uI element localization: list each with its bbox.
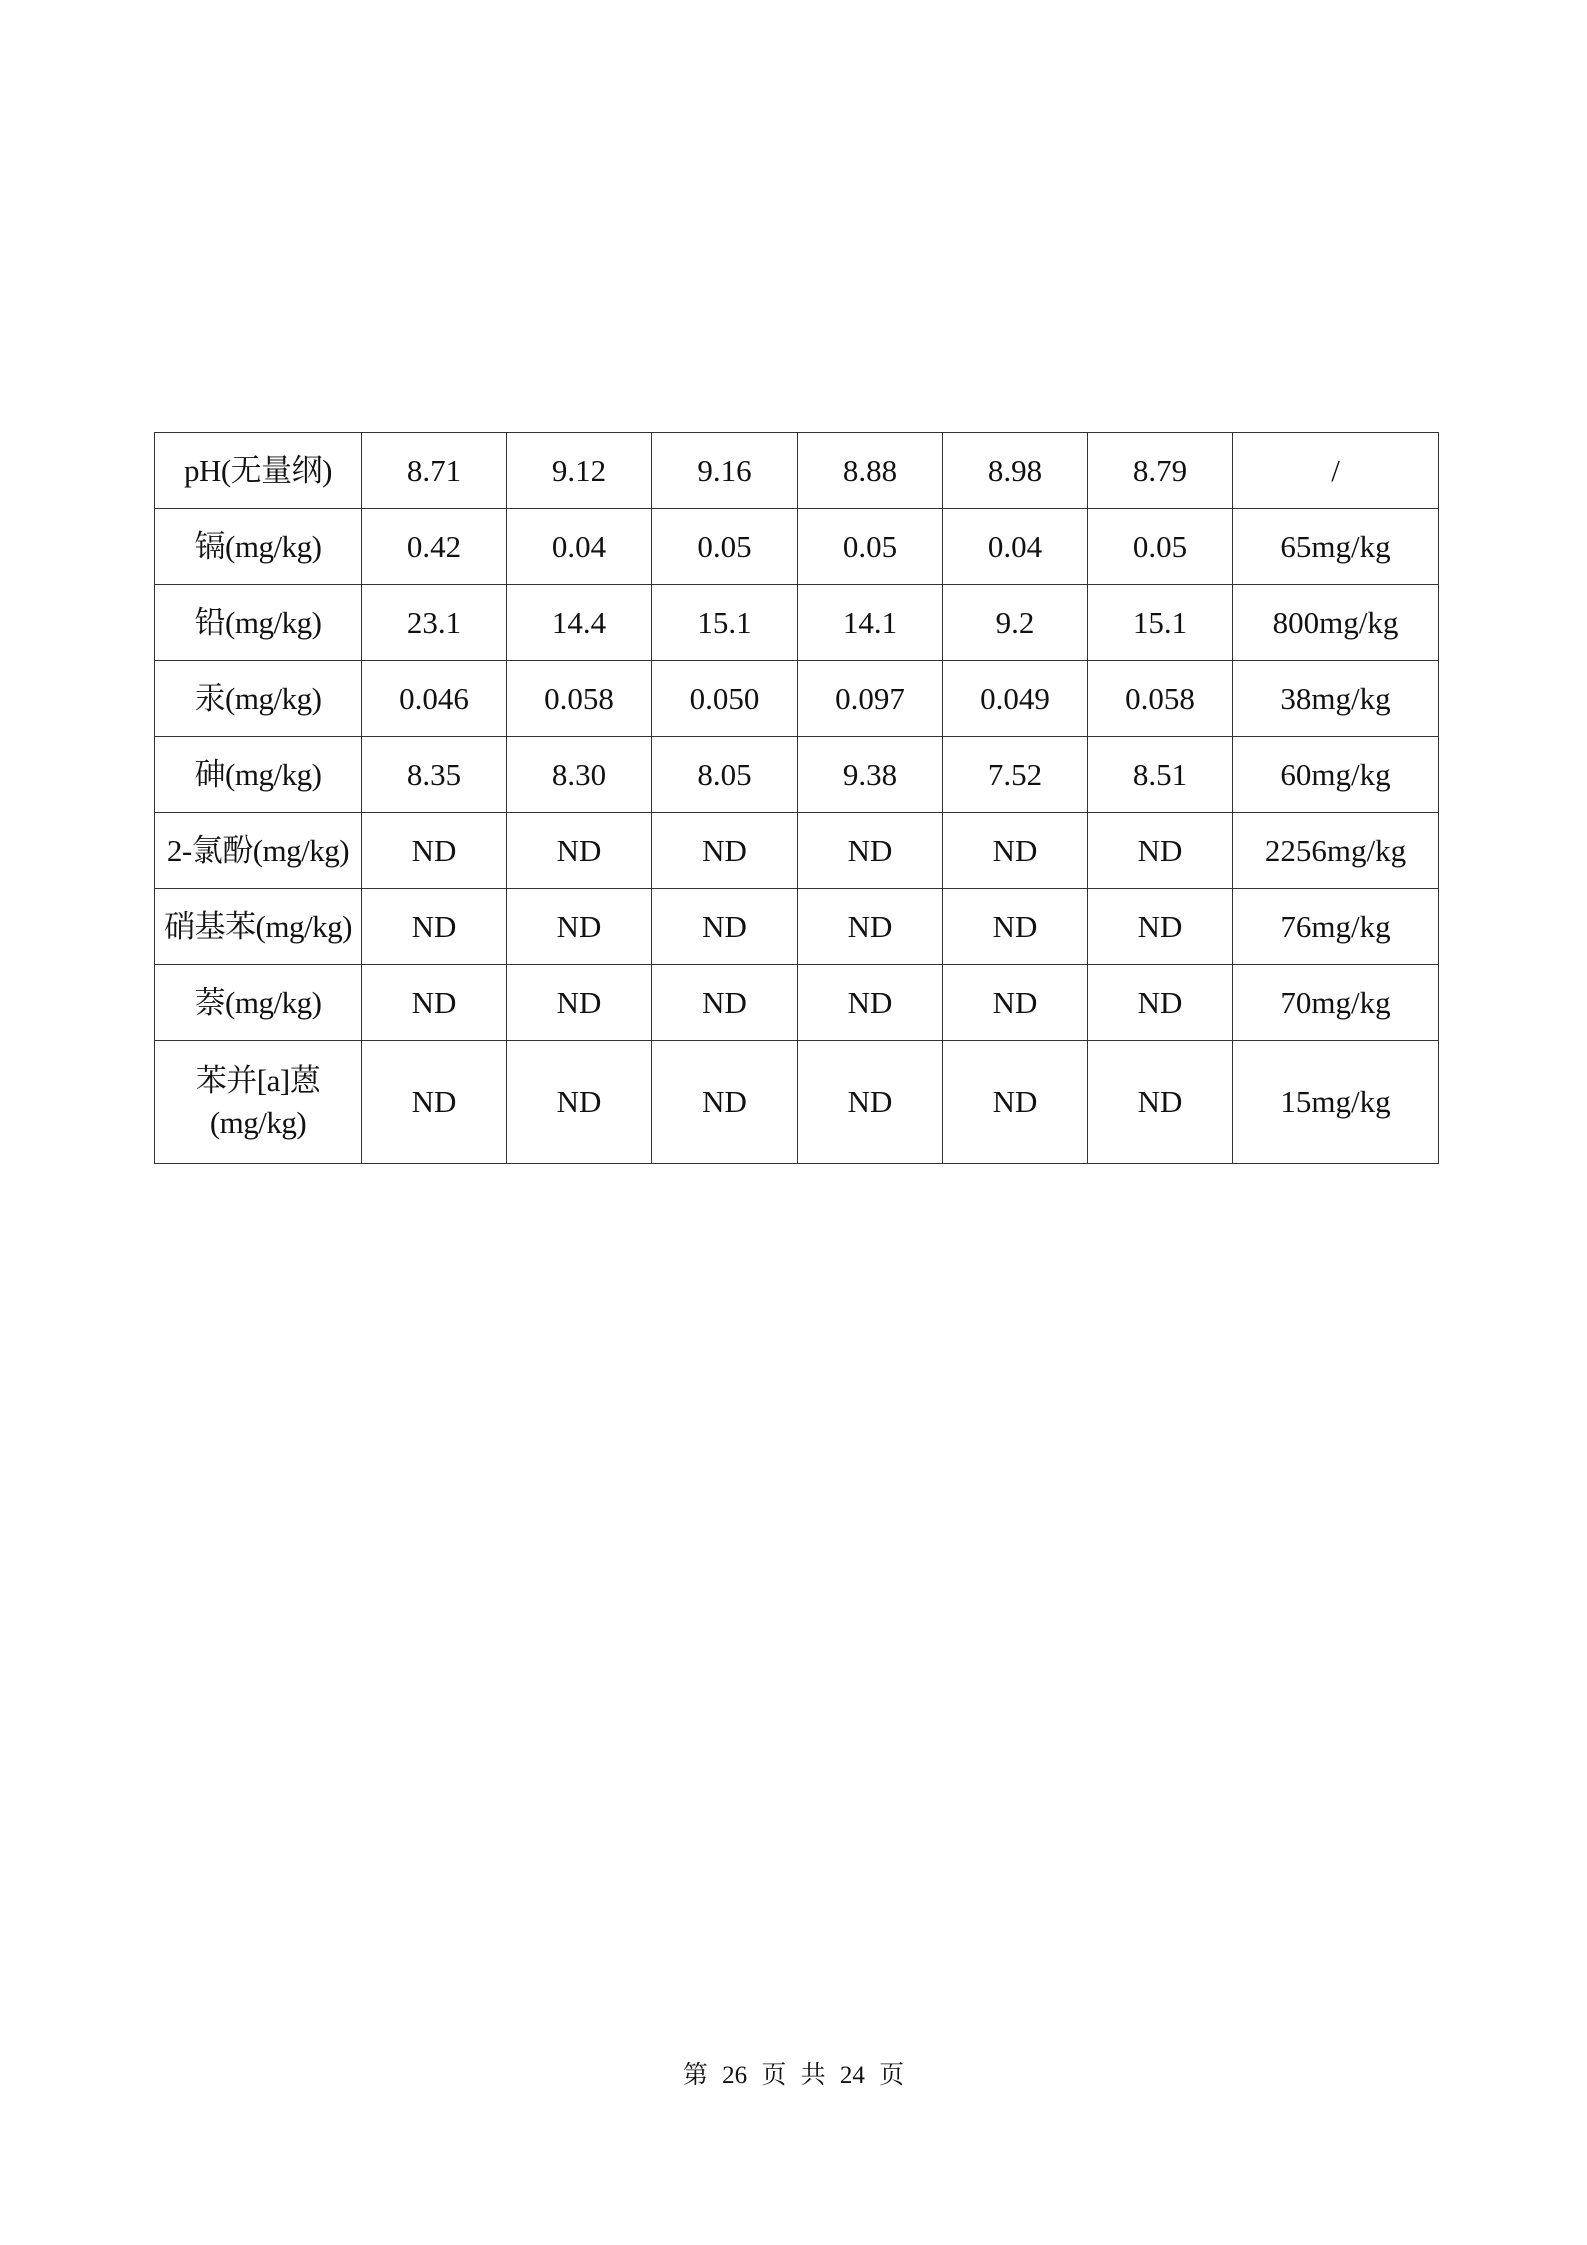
standard-cell: 38mg/kg (1233, 661, 1439, 737)
value-cell: 0.058 (507, 661, 652, 737)
value-cell: ND (798, 813, 943, 889)
value-cell: 9.12 (507, 433, 652, 509)
table-row-nitrobenzene (155, 889, 1439, 965)
standard-cell: 800mg/kg (1233, 585, 1439, 661)
parameter-cell: 硝基苯(mg/kg) (155, 889, 362, 965)
value-cell: ND (362, 1041, 507, 1164)
value-cell: ND (507, 965, 652, 1041)
value-cell: ND (362, 813, 507, 889)
value-cell: ND (943, 813, 1088, 889)
value-cell: 9.2 (943, 585, 1088, 661)
value-cell: 0.05 (798, 509, 943, 585)
value-cell: 9.16 (652, 433, 798, 509)
value-cell: 8.79 (1088, 433, 1233, 509)
value-cell: ND (507, 1041, 652, 1164)
standard-cell: 65mg/kg (1233, 509, 1439, 585)
value-cell: 8.35 (362, 737, 507, 813)
page-number: 第 26 页 共 24 页 (682, 2062, 905, 2089)
value-cell: ND (943, 889, 1088, 965)
value-cell: ND (652, 965, 798, 1041)
standard-cell: 70mg/kg (1233, 965, 1439, 1041)
parameter-cell: 铅(mg/kg) (155, 585, 362, 661)
value-cell: 0.04 (507, 509, 652, 585)
value-cell: 0.050 (652, 661, 798, 737)
value-cell: 0.097 (798, 661, 943, 737)
value-cell: 14.4 (507, 585, 652, 661)
table-row-naphthalene (155, 965, 1439, 1041)
standard-cell: 2256mg/kg (1233, 813, 1439, 889)
value-cell: 9.38 (798, 737, 943, 813)
value-cell: ND (1088, 1041, 1233, 1164)
value-cell: ND (1088, 889, 1233, 965)
value-cell: 0.046 (362, 661, 507, 737)
value-cell: ND (362, 965, 507, 1041)
parameter-cell: 萘(mg/kg) (155, 965, 362, 1041)
value-cell: 8.51 (1088, 737, 1233, 813)
value-cell: 0.42 (362, 509, 507, 585)
standard-cell: 60mg/kg (1233, 737, 1439, 813)
value-cell: 0.05 (652, 509, 798, 585)
value-cell: 8.05 (652, 737, 798, 813)
table-row-2-chlorophenol (155, 813, 1439, 889)
value-cell: 0.049 (943, 661, 1088, 737)
parameter-cell: 砷(mg/kg) (155, 737, 362, 813)
parameter-cell: 镉(mg/kg) (155, 509, 362, 585)
value-cell: ND (1088, 813, 1233, 889)
parameter-cell (155, 1041, 362, 1164)
value-cell: ND (652, 813, 798, 889)
value-cell: ND (943, 965, 1088, 1041)
value-cell: 8.88 (798, 433, 943, 509)
value-cell: ND (798, 965, 943, 1041)
standard-cell: / (1233, 433, 1439, 509)
value-cell: ND (652, 889, 798, 965)
results-table (154, 432, 1439, 1164)
table-row-benz-a-anthracene (155, 1041, 1439, 1164)
value-cell: ND (798, 889, 943, 965)
standard-cell: 15mg/kg (1233, 1041, 1439, 1164)
value-cell: ND (798, 1041, 943, 1164)
value-cell: ND (362, 889, 507, 965)
value-cell: ND (1088, 965, 1233, 1041)
value-cell: 0.04 (943, 509, 1088, 585)
value-cell: 8.30 (507, 737, 652, 813)
parameter-cell: 汞(mg/kg) (155, 661, 362, 737)
value-cell: 0.05 (1088, 509, 1233, 585)
value-cell: 23.1 (362, 585, 507, 661)
table-row-lead (155, 585, 1439, 661)
standard-cell: 76mg/kg (1233, 889, 1439, 965)
value-cell: 15.1 (1088, 585, 1233, 661)
value-cell: ND (507, 813, 652, 889)
value-cell: 8.71 (362, 433, 507, 509)
value-cell: ND (507, 889, 652, 965)
table-row-arsenic (155, 737, 1439, 813)
value-cell: 8.98 (943, 433, 1088, 509)
value-cell: 0.058 (1088, 661, 1233, 737)
value-cell: 14.1 (798, 585, 943, 661)
table-row-mercury (155, 661, 1439, 737)
table-row-ph (155, 433, 1439, 509)
parameter-cell: pH(无量纲) (155, 433, 362, 509)
parameter-cell: 2-氯酚(mg/kg) (155, 813, 362, 889)
table-row-cadmium (155, 509, 1439, 585)
value-cell: ND (943, 1041, 1088, 1164)
parameter-name: 苯并[a]蒽 (195, 1063, 321, 1099)
value-cell: 7.52 (943, 737, 1088, 813)
parameter-unit: (mg/kg) (209, 1105, 307, 1140)
value-cell: ND (652, 1041, 798, 1164)
value-cell: 15.1 (652, 585, 798, 661)
